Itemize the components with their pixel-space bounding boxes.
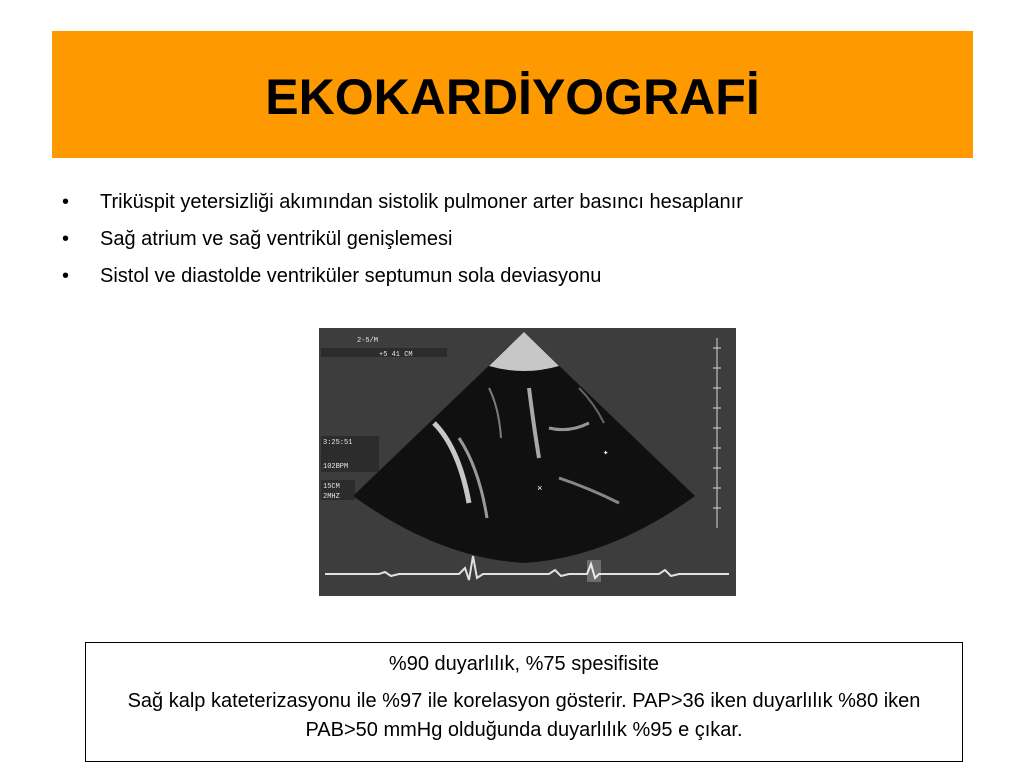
echo-label-heart-rate: 102BPM <box>323 463 349 471</box>
bullet-item <box>62 258 743 295</box>
echo-label-frequency: 2MHZ <box>323 493 340 501</box>
bullet-text: Triküspit yetersizliği akımından sistolik pulmoner arter basıncı hesaplanır <box>100 191 743 213</box>
bullet-text: Sistol ve diastolde ventriküler septumun sola deviasyonu <box>100 265 602 287</box>
echo-label-probe: 2-5/M <box>357 337 379 345</box>
echocardiogram-image <box>319 328 736 596</box>
bullet-item <box>62 184 743 221</box>
bullet-list <box>62 184 743 295</box>
echocardiogram-graphic <box>319 328 736 596</box>
bullet-dot-icon: • <box>62 191 70 213</box>
correlation-text: Sağ kalp kateterizasyonu ile %97 ile korelasyon gösterir. PAP>36 iken duyarlılık %80 iken PAB>50 mmHg olduğunda duyarlılık %95 e çıkar. <box>127 690 921 741</box>
slide-title: EKOKARDİYOGRAFİ <box>265 68 760 125</box>
echo-label-depth: +5 41 CM <box>379 351 413 359</box>
sensitivity-text: %90 duyarlılık, %75 spesifisite <box>388 653 660 675</box>
info-box <box>85 642 963 762</box>
bullet-item <box>62 221 743 258</box>
svg-text:✦: ✦ <box>603 448 609 458</box>
bullet-dot-icon: • <box>62 265 70 287</box>
echo-label-time: 3:25:51 <box>323 439 353 447</box>
bullet-dot-icon: • <box>62 228 70 250</box>
svg-text:×: × <box>537 484 543 494</box>
echo-label-scale: 15CM <box>323 483 340 491</box>
bullet-text: Sağ atrium ve sağ ventrikül genişlemesi <box>100 228 453 250</box>
title-bar <box>52 31 973 158</box>
